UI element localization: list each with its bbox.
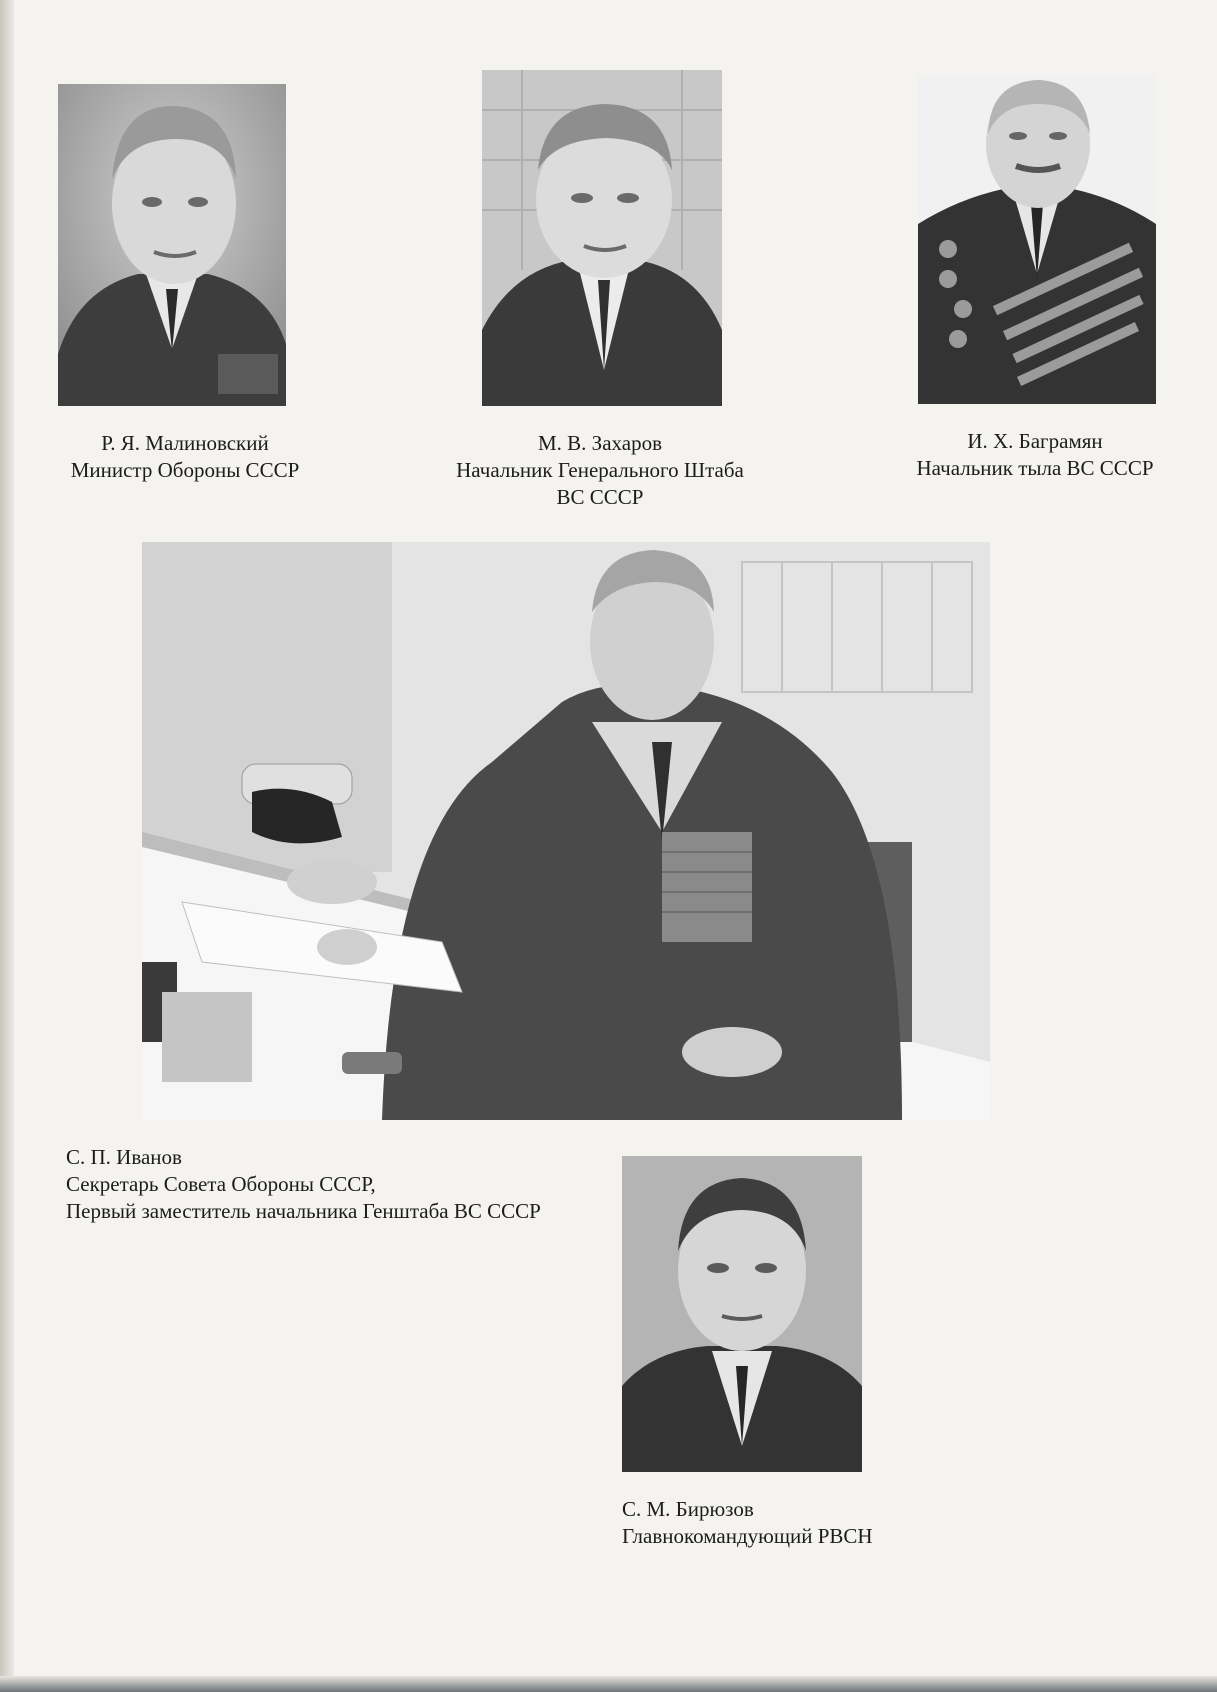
caption-name: И. Х. Баграмян: [967, 429, 1103, 453]
caption-malinovsky: [40, 430, 330, 484]
caption-biryuzov: [622, 1496, 952, 1550]
portrait-biryuzov-photo: [622, 1156, 862, 1472]
caption-ivanov: [66, 1144, 666, 1225]
caption-bagramyan: [880, 428, 1190, 482]
caption-role: Начальник Генерального Штаба: [456, 458, 744, 482]
caption-name: М. В. Захаров: [538, 431, 662, 455]
caption-role: Первый заместитель начальника Генштаба ВС СССР: [66, 1199, 541, 1223]
portrait-malinovsky-photo: [58, 84, 286, 406]
portrait-ivanov-photo: [142, 542, 990, 1120]
caption-role: Министр Обороны СССР: [70, 458, 300, 482]
caption-zakharov: [430, 430, 770, 511]
caption-role: Главнокомандующий РВСН: [622, 1524, 873, 1548]
caption-name: С. М. Бирюзов: [622, 1497, 754, 1521]
page-bottom-edge: [0, 1676, 1217, 1692]
caption-name: С. П. Иванов: [66, 1145, 182, 1169]
page-binding-edge: [0, 0, 14, 1692]
caption-name: Р. Я. Малиновский: [101, 431, 269, 455]
caption-role: Начальник тыла ВС СССР: [916, 456, 1154, 480]
portrait-bagramyan-photo: [918, 74, 1156, 404]
caption-role: ВС СССР: [556, 485, 644, 509]
caption-role: Секретарь Совета Обороны СССР,: [66, 1172, 376, 1196]
portrait-zakharov-photo: [482, 70, 722, 406]
